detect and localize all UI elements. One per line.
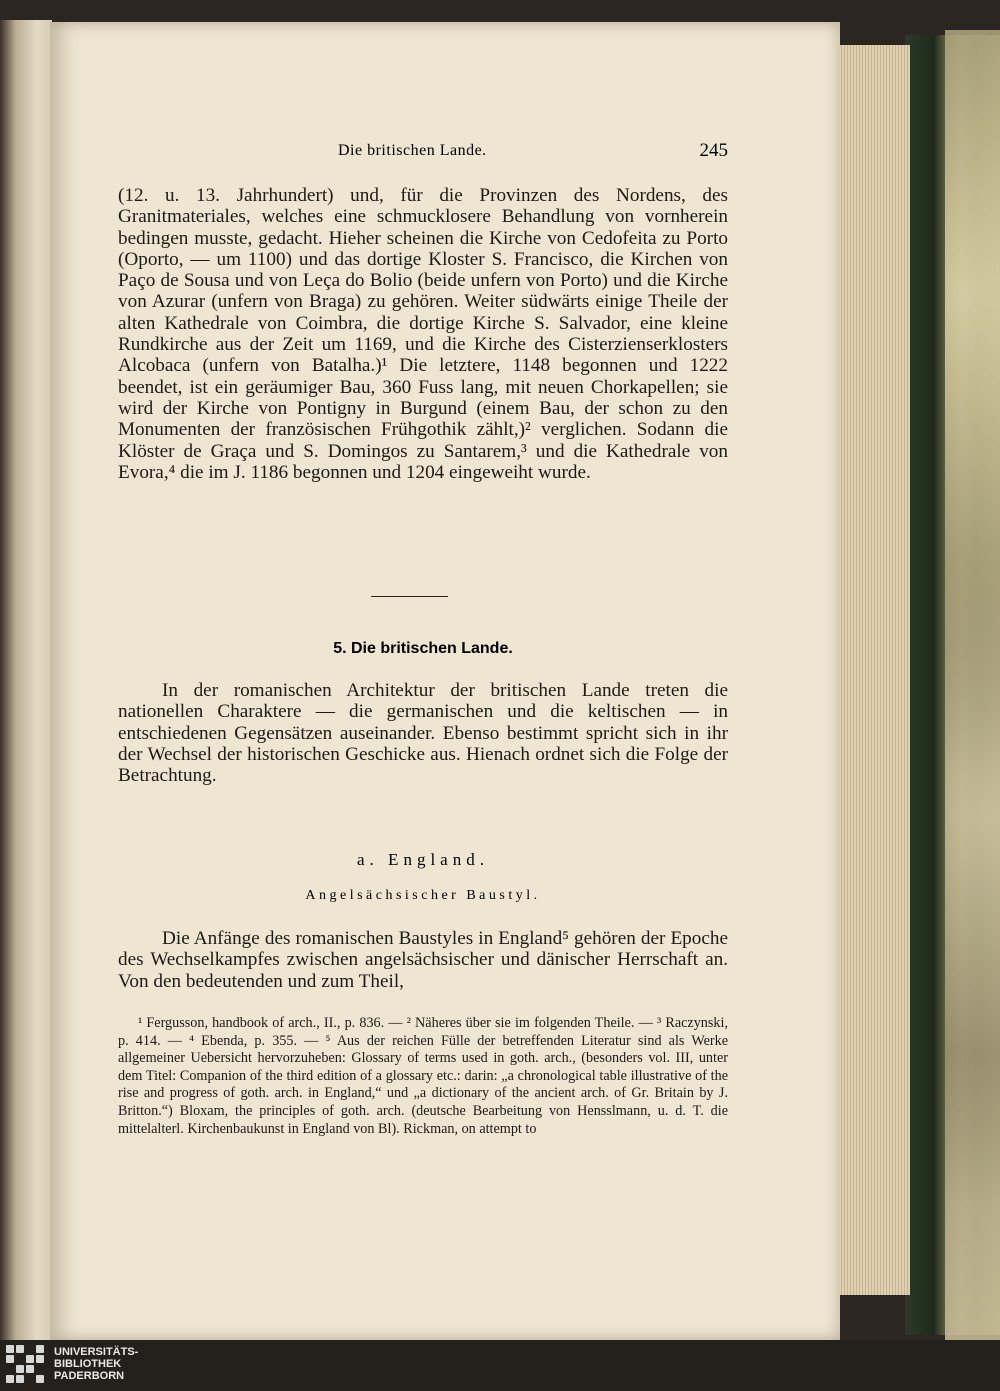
running-title: Die britischen Lande. xyxy=(338,142,487,159)
scan-footer-band xyxy=(0,1340,1000,1391)
library-logo-line2: BIBLIOTHEK xyxy=(54,1358,122,1370)
page-number: 245 xyxy=(699,140,728,161)
section-heading: 5. Die britischen Lande. xyxy=(333,640,513,657)
footnotes: ¹ Fergusson, handbook of arch., II., p. 836. — ² Näheres über sie im folgenden Theile. — ³ Raczynski, p. 414. — ⁴ Ebenda, p. 355. — ⁵ Aus der reichen Fülle der betreffenden Literatur sind als Werke allgemeiner Uebersicht hervorzuheben: Glossary of terms used in goth. arch., (besonders vol. III, unter dem Titel: Companion of the third edition of a glossary etc.: darin: „a chronological table illustrative of the rise and progress of goth. arch. in England,“ und „a dictionary of the ancient arch. of Gr. Britain by J. Britton.“) Bloxam, the principles of goth. arch. (deutsche Bearbeitung von Hensslmann, u. d. T. die mittelalterl. Kirchenbaukunst in England von Bl). Rickman, on attempt to xyxy=(118,1015,728,1137)
page-fore-edge xyxy=(838,45,910,1295)
library-logo-line1: UNIVERSITÄTS- xyxy=(54,1346,139,1358)
subsection-subheading: Angelsächsischer Baustyl. xyxy=(305,888,541,903)
paragraph-england: Die Anfänge des romanischen Baustyles in England⁵ gehören der Epoche des Wechselkampfes zwischen angelsächsischer und dänischer Herrschaft an. Von den bedeutenden und zum Theil, xyxy=(118,928,728,992)
facing-page-edge xyxy=(0,20,52,1340)
library-logo xyxy=(6,1345,138,1383)
library-logo-line3: PADERBORN xyxy=(54,1370,125,1382)
subsection-heading: a. England. xyxy=(357,850,489,869)
paragraph-continued: (12. u. 13. Jahrhundert) und, für die Provinzen des Nordens, des Granitmateriales, welches eine schmucklosere Behandlung von vornherein bedingen musste, gedacht. Hieher scheinen die Kirche von Cedofeita zu Porto (Oporto, — um 1100) und das dortige Kloster S. Francisco, die Kirchen von Paço de Sousa und von Leça do Bolio (beide unfern von Porto) und die Kirche von Azurar (unfern von Braga) zu gehören. Weiter südwärts einige Theile der alten Kathedrale von Coimbra, die dortige Kirche S. Salvador, eine kleine Rundkirche aus der Zeit um 1169, und die Kirche des Cisterzienserklosters Alcobaca (unfern von Batalha.)¹ Die letztere, 1148 begonnen und 1222 beendet, ist ein geräumiger Bau, 360 Fuss lang, mit neuen Chorkapellen; sie wird der Kirche von Pontigny in Burgund (einem Bau, der schon zu den Monumenten der französischen Frühgothik zählt,)² verglichen. Sodann die Klöster de Graça und S. Domingos zu Santarem,³ und die Kathedrale von Evora,⁴ die im J. 1186 begonnen und 1204 eingeweiht wurde. xyxy=(118,185,728,483)
section-divider xyxy=(371,596,448,597)
paragraph-intro: In der romanischen Architektur der britischen Lande treten die nationellen Charaktere — die germanischen und die keltischen — in entschiedenen Gegensätzen auseinander. Ebenso bestimmt spricht sich in ihr der Wechsel der historischen Geschicke aus. Hienach ordnet sich die Folge der Betrachtung. xyxy=(118,680,728,787)
library-logo-icon xyxy=(6,1345,44,1383)
marbled-cover xyxy=(945,30,1000,1340)
